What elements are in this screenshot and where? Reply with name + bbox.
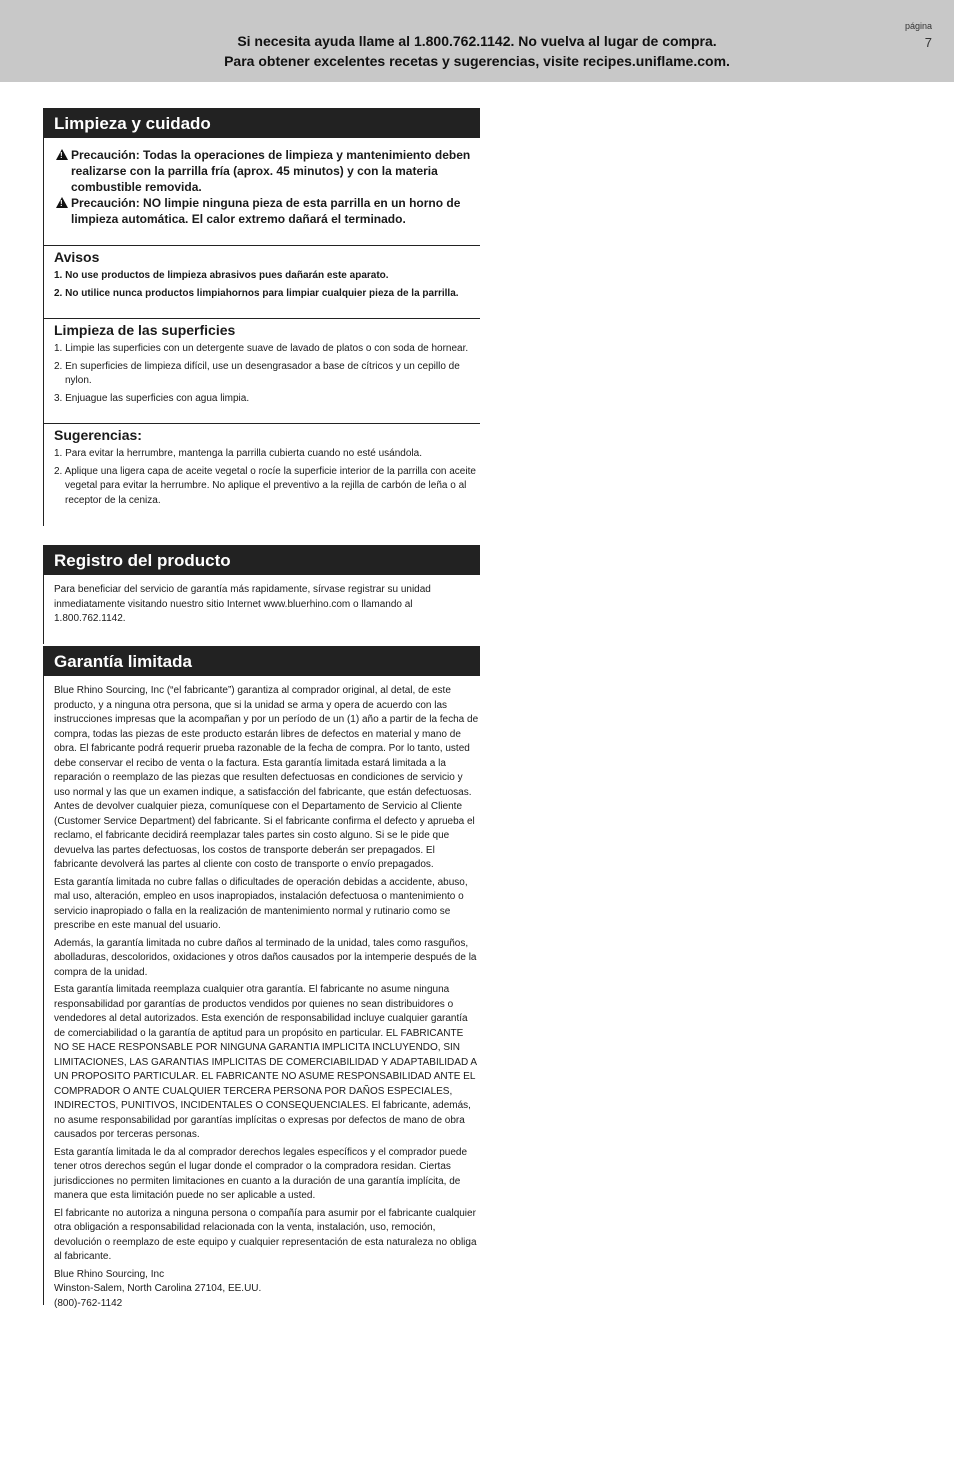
- top-banner: [0, 0, 954, 82]
- page-label: página: [904, 21, 932, 31]
- cleaning-section-title: Limpieza y cuidado: [43, 108, 480, 138]
- caution-1: [54, 147, 480, 195]
- cleaning-section: [43, 108, 480, 526]
- warranty-paragraph: Esta garantía limitada reemplaza cualquier otra garantía. El fabricante no asume ninguna responsabilidad por garantías de productos vendidos por quienes no sean distribuidores o vendedores al detal autorizados. Esta exención de responsabilidad incluye cualquier garantía de comerciabilidad o la garantía de aptitud para un propósito en particular. EL FABRICANTE NO SE HACE RESPONSABLE POR NINGUNA GARANTIA IMPLICITA INCLUYENDO, SIN LIMITACIONES, LAS GARANTIAS IMPLICITAS DE COMERCIABILIDAD Y ADAPTABILIDAD A UN PROPOSITO PARTICULAR. EL FABRICANTE NO ASUME RESPONSABILIDAD ANTE EL COMPRADOR O ANTE CUALQUIER TERCERA PERSONA POR DAÑOS ESPECIALES, INDIRECTOS, PUNITIVOS, INCIDENTALES O CONSEQUENCIALES. El fabricante, además, no asume responsabilidad por garantías implícitas o expresas por defectos de mano de obra causados por terceras personas.: [54, 984, 477, 1140]
- warranty-section: [43, 646, 480, 1309]
- warranty-paragraph: Blue Rhino Sourcing, Inc (“el fabricante”) garantiza al comprador original, al detal, de este producto, y a ninguna otra persona, que si la unidad se arma y opera de acuerdo con las instrucciones impresas que la acompañan y por un período de un (1) año a partir de la fecha de compra, todas las piezas de este producto estarán libres de defectos en material y mano de obra. El fabricante podrá requerir prueba razonable de la fecha de compra. Por lo tanto, usted debe conservar el recibo de venta o la factura. Esta garantía limitada estará limitada a la reparación o reemplazo de las piezas que resulten defectuosas en condiciones de servicio y uso normal y las que un examen indique, a satisfacción del fabricante, que están defectuosas. Antes de devolver cualquier pieza, comuníquese con el Departamento de Servicio al Cliente (Customer Service Department) del fabricante. Si el fabricante confirma el defecto y aprueba el reclamo, el fabricante decidirá reemplazar tales partes sin costo alguno. Si se le pide que devuelva las partes defectuosas, los costos de transporte deberán ser prepagados. El fabricante devolverá las partes al cliente con costo de transporte o envío prepagados.: [54, 685, 479, 870]
- surfaces-item: 1. Limpie las superficies con un detergente suave de lavado de platos o con soda de hornear.: [54, 343, 469, 354]
- tips-item: 1. Para evitar la herrumbre, mantenga la parrilla cubierta cuando no esté usándola.: [54, 448, 422, 459]
- tips-title: Sugerencias:: [54, 427, 142, 443]
- registration-text: Para beneficiar del servicio de garantía más rapidamente, sírvase registrar su unidad inmediatamente visitando nuestro sitio Internet www.bluerhino.com o llamando al 1.800.762.1142.: [54, 584, 431, 624]
- warranty-section-title: Garantía limitada: [43, 646, 480, 676]
- notice-item: 2. No utilice nunca productos limpiahornos para limpiar cualquier pieza de la parrilla.: [54, 287, 459, 299]
- caution-1-text: Precaución: Todas la operaciones de limpieza y mantenimiento deben realizarse con la parrilla fría (aprox. 45 minutos) y con la materia combustible removida.: [71, 148, 471, 194]
- notice-item: 1. No use productos de limpieza abrasivos pues dañarán este aparato.: [54, 270, 389, 281]
- warranty-paragraph: Esta garantía limitada no cubre fallas o dificultades de operación debidas a accidente, abuso, mal uso, alteración, empleo en usos inapropiados, instalación defectuosa o mantenimiento o servicio inapropiado o falla en la realización de mantenimiento normal y rutinario como se prescribe en este manual del usuario.: [54, 876, 468, 931]
- warning-triangle-icon: [56, 149, 68, 160]
- recipes-line: Para obtener excelentes recetas y sugerencias, visite recipes.uniflame.com.: [224, 53, 730, 69]
- caution-2-text: Precaución: NO limpie ninguna pieza de esta parrilla en un horno de limpieza automática. El calor extremo dañará el terminado.: [71, 196, 461, 226]
- surfaces-title: Limpieza de las superficies: [54, 322, 236, 338]
- address-line: (800)-762-1142: [54, 1297, 123, 1309]
- notices-title: Avisos: [54, 249, 100, 265]
- warranty-paragraph: Además, la garantía limitada no cubre daños al terminado de la unidad, tales como rasguños, abolladuras, descoloridos, oxidaciones y otros daños causados por la intemperie después de la compra de la unidad.: [54, 937, 477, 978]
- warning-triangle-icon: [56, 197, 68, 208]
- registration-section-title: Registro del producto: [43, 545, 480, 575]
- registration-section: [43, 545, 480, 644]
- manufacturer-address: [54, 1268, 480, 1312]
- address-line: Winston-Salem, North Carolina 27104, EE.UU.: [54, 1283, 262, 1294]
- caution-2: [54, 195, 480, 227]
- tips-item: 2. Aplique una ligera capa de aceite vegetal o rocíe la superficie interior de la parrilla con aceite vegetal para evitar la herrumbre. No aplique el preventivo a la rejilla de carbón de leña o al receptor de la ceniza.: [54, 465, 476, 506]
- surfaces-item: 2. En superficies de limpieza difícil, use un desengrasador a base de cítricos y un cepillo de nylon.: [54, 360, 460, 386]
- warranty-paragraph: El fabricante no autoriza a ninguna persona o compañía para asumir por el fabricante cualquier otra obligación a responsabilidad relacionada con la venta, instalación, uso, remoción, devolución o reemplazo de este equipo y cualquier representación de esta naturaleza no obliga al fabricante.: [54, 1207, 477, 1262]
- warranty-paragraph: Esta garantía limitada le da al comprador derechos legales específicos y el comprador puede tener otros derechos según el lugar donde el comprador o la compradora residan. Ciertas jurisdicciones no permiten limitaciones en cuanto a la duración de una garantía implícita, de manera que esta limitación puede no ser aplicable a usted.: [54, 1146, 468, 1201]
- surfaces-item: 3. Enjuague las superficies con agua limpia.: [54, 392, 250, 404]
- address-line: Blue Rhino Sourcing, Inc: [54, 1268, 165, 1280]
- help-phone-line: Si necesita ayuda llame al 1.800.762.1142. No vuelva al lugar de compra.: [237, 33, 717, 49]
- page-number: 7: [924, 35, 932, 50]
